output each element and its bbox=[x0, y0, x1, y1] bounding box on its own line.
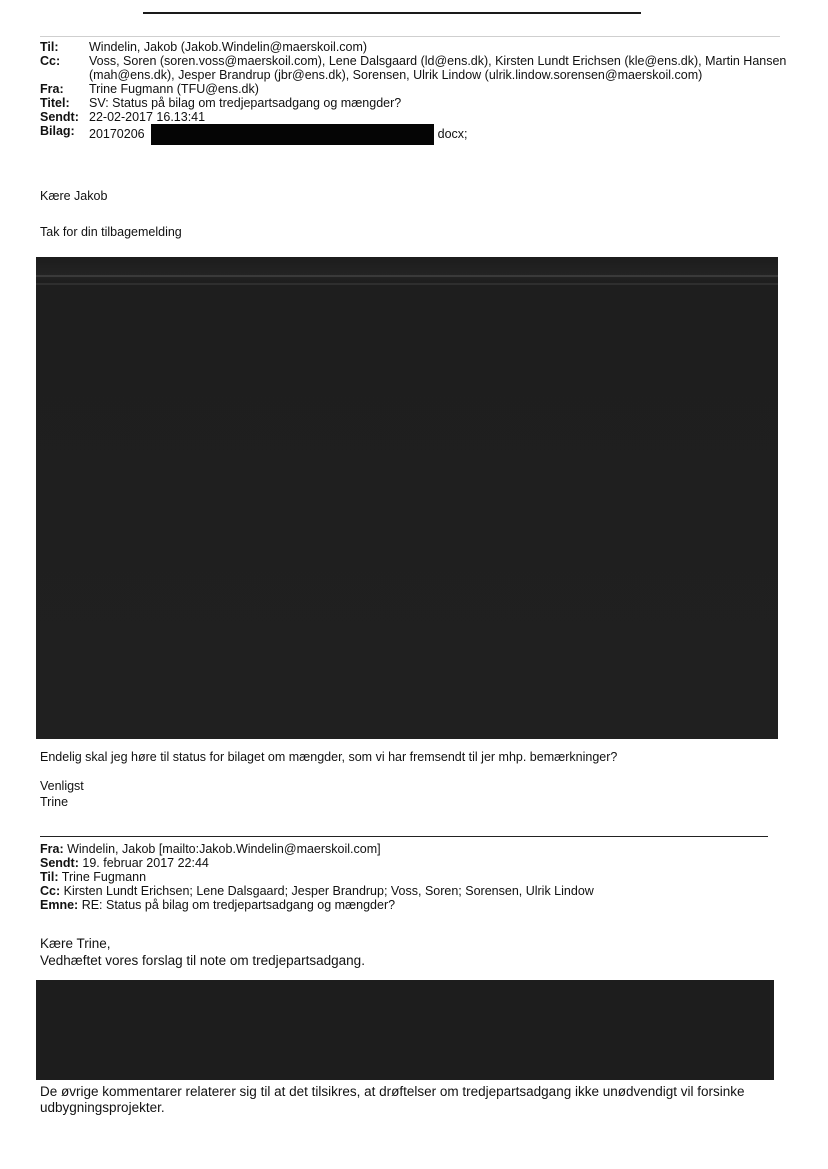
quoted-to-row bbox=[40, 870, 790, 884]
sent-row bbox=[40, 110, 790, 124]
greeting: Kære Jakob bbox=[40, 189, 108, 203]
redacted-block bbox=[36, 257, 778, 739]
quoted-cc-value: Kirsten Lundt Erichsen; Lene Dalsgaard; Jesper Brandrup; Voss, Soren; Sorensen, Ulrik Lindow bbox=[63, 884, 594, 898]
attachment-value bbox=[89, 124, 790, 145]
from-value: Trine Fugmann (TFU@ens.dk) bbox=[89, 82, 259, 96]
quoted-from-row bbox=[40, 842, 790, 856]
cc-label: Cc: bbox=[40, 54, 61, 68]
from-label: Fra: bbox=[40, 82, 64, 96]
quoted-cc-row bbox=[40, 884, 790, 898]
quote-separator bbox=[40, 836, 768, 837]
quoted-from-value: Windelin, Jakob [mailto:Jakob.Windelin@maerskoil.com] bbox=[67, 842, 381, 856]
attachment-suffix: docx; bbox=[437, 126, 468, 141]
redaction-bar bbox=[151, 124, 434, 145]
status-question: Endelig skal jeg høre til status for bilaget om mængder, som vi har fremsendt til jer mhp. bemærkninger? bbox=[40, 750, 618, 764]
quoted-comment: De øvrige kommentarer relaterer sig til at det tilsikres, at drøftelser om tredjepartsadgang ikke unødvendigt vil forsinke udbygningsprojekter. bbox=[40, 1084, 745, 1115]
quoted-sent-label: Sendt: bbox=[40, 856, 79, 870]
from-row bbox=[40, 82, 790, 96]
quoted-to-value: Trine Fugmann bbox=[61, 870, 147, 884]
quoted-subject-row bbox=[40, 898, 790, 912]
attachment-row bbox=[40, 124, 790, 145]
closing: Venligst bbox=[40, 779, 84, 793]
quoted-to-label: Til: bbox=[40, 870, 59, 884]
cc-value: Voss, Soren (soren.voss@maerskoil.com), Lene Dalsgaard (ld@ens.dk), Kirsten Lundt Erichsen (kle@ens.dk), Martin Hansen (mah@ens.dk), Jesper Brandrup (jbr@ens.dk), Sorensen, Ulrik Lindow (ulrik.lindow.sorensen@maerskoil.com) bbox=[89, 54, 787, 82]
title-row bbox=[40, 96, 790, 110]
quoted-subject-value: RE: Status på bilag om tredjepartsadgang og mængder? bbox=[81, 898, 396, 912]
thanks-line: Tak for din tilbagemelding bbox=[40, 225, 182, 239]
quoted-sent-value: 19. februar 2017 22:44 bbox=[82, 856, 209, 870]
quoted-sent-row bbox=[40, 856, 790, 870]
quoted-from-label: Fra: bbox=[40, 842, 64, 856]
sent-value: 22-02-2017 16.13:41 bbox=[89, 110, 206, 124]
to-row bbox=[40, 40, 790, 54]
to-label: Til: bbox=[40, 40, 59, 54]
quoted-header bbox=[40, 842, 790, 912]
email-header bbox=[40, 40, 790, 145]
sent-label: Sendt: bbox=[40, 110, 79, 124]
quoted-cc-label: Cc: bbox=[40, 884, 61, 898]
quoted-subject-label: Emne: bbox=[40, 898, 79, 912]
quoted-greeting: Kære Trine, bbox=[40, 936, 111, 951]
attachment-label: Bilag: bbox=[40, 124, 75, 138]
header-rule bbox=[40, 36, 780, 37]
signature: Trine bbox=[40, 795, 69, 809]
title-label: Titel: bbox=[40, 96, 70, 110]
top-rule bbox=[143, 12, 641, 14]
title-value: SV: Status på bilag om tredjepartsadgang og mængder? bbox=[89, 96, 402, 110]
attachment-prefix: 20170206 bbox=[89, 126, 145, 141]
cc-row bbox=[40, 54, 790, 82]
to-value: Windelin, Jakob (Jakob.Windelin@maerskoil.com) bbox=[89, 40, 368, 54]
quoted-attachment-line: Vedhæftet vores forslag til note om tredjepartsadgang. bbox=[40, 953, 365, 968]
redacted-block-2 bbox=[36, 980, 774, 1080]
